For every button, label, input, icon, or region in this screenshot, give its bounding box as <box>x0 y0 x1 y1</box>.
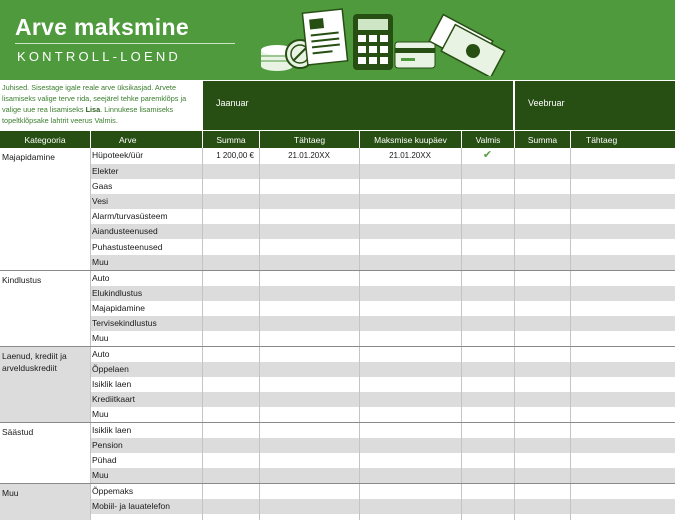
grid-line <box>461 148 462 520</box>
grid-line <box>359 148 360 520</box>
table-row[interactable] <box>91 301 675 316</box>
bill-name: Muu <box>92 333 109 343</box>
page-title: Arve maksmine <box>15 14 189 40</box>
category-divider <box>0 483 675 484</box>
bill-name: Isiklik laen <box>92 379 132 389</box>
table-row[interactable] <box>91 407 675 422</box>
category-divider <box>0 422 675 423</box>
month-label-january: Jaanuar <box>216 98 249 108</box>
column-header-due-date[interactable]: Tähtaeg <box>260 131 359 148</box>
grid-line <box>514 148 515 520</box>
bill-name: Muu <box>92 409 109 419</box>
table-row[interactable] <box>91 468 675 483</box>
table-row[interactable] <box>91 377 675 392</box>
due-date-cell[interactable]: 21.01.20XX <box>288 151 330 160</box>
calculator-icon <box>353 14 393 70</box>
bill-name: Aiandusteenused <box>92 226 158 236</box>
bill-name: Vesi <box>92 196 109 206</box>
table-row[interactable] <box>91 514 675 529</box>
bill-name: Isiklik laen <box>92 425 132 435</box>
column-header-payment-date[interactable]: Maksmise kuupäev <box>360 131 461 148</box>
column-header-amount-feb[interactable]: Summa <box>515 131 570 148</box>
instructions-text: Juhised. Sisestage igale reale arve üksikasjad. Arvete lisamiseks valige terve rida, seejärel tehke paremklõps ja valige uue rea lisamiseks <box>2 83 187 114</box>
invoice-icon <box>302 9 347 65</box>
bill-name: Elukindlustus <box>92 288 143 298</box>
category-cell[interactable] <box>0 148 91 270</box>
table-row[interactable] <box>91 362 675 377</box>
bill-name: Majapidamine <box>92 303 145 313</box>
table-row[interactable] <box>91 194 675 209</box>
table-row[interactable] <box>91 453 675 468</box>
bill-name: Elekter <box>92 166 119 176</box>
table-row[interactable] <box>91 347 675 362</box>
title-rule <box>15 43 235 44</box>
checkmark-icon[interactable]: ✔ <box>482 149 493 161</box>
grid-line <box>570 148 571 520</box>
table-row[interactable] <box>91 224 675 239</box>
bill-name: Auto <box>92 273 110 283</box>
month-band-january <box>203 81 513 130</box>
header-banner <box>0 0 675 80</box>
table-row[interactable] <box>91 164 675 179</box>
table-row[interactable] <box>91 438 675 453</box>
category-cell[interactable] <box>0 271 91 346</box>
bill-name: Õppelaen <box>92 364 129 374</box>
category-label: Majapidamine <box>2 152 55 162</box>
table-row[interactable] <box>91 240 675 255</box>
table-row[interactable] <box>91 331 675 346</box>
column-header-due-date-feb[interactable]: Tähtaeg <box>571 131 675 148</box>
credit-card-icon <box>395 42 435 68</box>
category-divider <box>0 346 675 347</box>
column-header-done[interactable]: Valmis <box>462 131 514 148</box>
bill-name: Muu <box>92 257 109 267</box>
instructions <box>2 82 202 126</box>
bill-name: Hüpoteek/üür <box>92 150 144 160</box>
table-row[interactable] <box>91 179 675 194</box>
instructions-bold: Lisa <box>85 105 101 114</box>
payment-date-cell[interactable]: 21.01.20XX <box>389 151 431 160</box>
banknotes-icon <box>429 15 505 76</box>
bill-name: Tervisekindlustus <box>92 318 157 328</box>
category-label: Kindlustus <box>2 275 42 285</box>
table-row[interactable] <box>91 209 675 224</box>
bill-name: Muu <box>92 470 109 480</box>
column-header-category[interactable]: Kategooria <box>0 131 90 148</box>
category-label: Säästud <box>2 427 34 437</box>
bill-name: Gaas <box>92 181 113 191</box>
bill-name: Õppemaks <box>92 486 134 496</box>
table-row[interactable] <box>91 286 675 301</box>
month-label-february: Veebruar <box>528 98 565 108</box>
bill-name: Auto <box>92 349 110 359</box>
amount-cell[interactable]: 1 200,00 € <box>216 151 254 160</box>
bill-name: Pühad <box>92 455 117 465</box>
category-cell[interactable] <box>0 484 91 520</box>
finance-illustration <box>255 6 515 76</box>
bill-name: Pension <box>92 440 123 450</box>
table-row[interactable] <box>91 499 675 514</box>
bill-name: Alarm/turvasüsteem <box>92 211 168 221</box>
table-row[interactable] <box>91 484 675 499</box>
column-header-bill[interactable]: Arve <box>91 131 202 148</box>
table-row[interactable] <box>91 392 675 407</box>
grid-line <box>202 148 203 520</box>
table-row[interactable] <box>91 316 675 331</box>
bill-name: Puhastusteenused <box>92 242 163 252</box>
table-row[interactable] <box>91 255 675 270</box>
category-divider <box>0 270 675 271</box>
category-label: Muu <box>2 488 19 498</box>
page-subtitle: KONTROLL-LOEND <box>17 49 181 64</box>
column-header-amount[interactable]: Summa <box>203 131 259 148</box>
table-row[interactable] <box>91 148 675 163</box>
table-row[interactable] <box>91 423 675 438</box>
instructions-text-end: . Linnukese lisamiseks topeltklõpsake lahtrit veerus Valmis. <box>2 105 174 125</box>
grid-line <box>90 148 91 520</box>
month-band-february <box>515 81 675 130</box>
category-cell[interactable] <box>0 423 91 483</box>
table-row[interactable] <box>91 271 675 286</box>
grid-line <box>259 148 260 520</box>
category-cell[interactable] <box>0 347 91 422</box>
bill-name: Mobiil- ja lauatelefon <box>92 501 170 511</box>
bill-name: Krediitkaart <box>92 394 135 404</box>
category-label: Laenud, krediit ja arvelduskrediit <box>2 351 67 373</box>
